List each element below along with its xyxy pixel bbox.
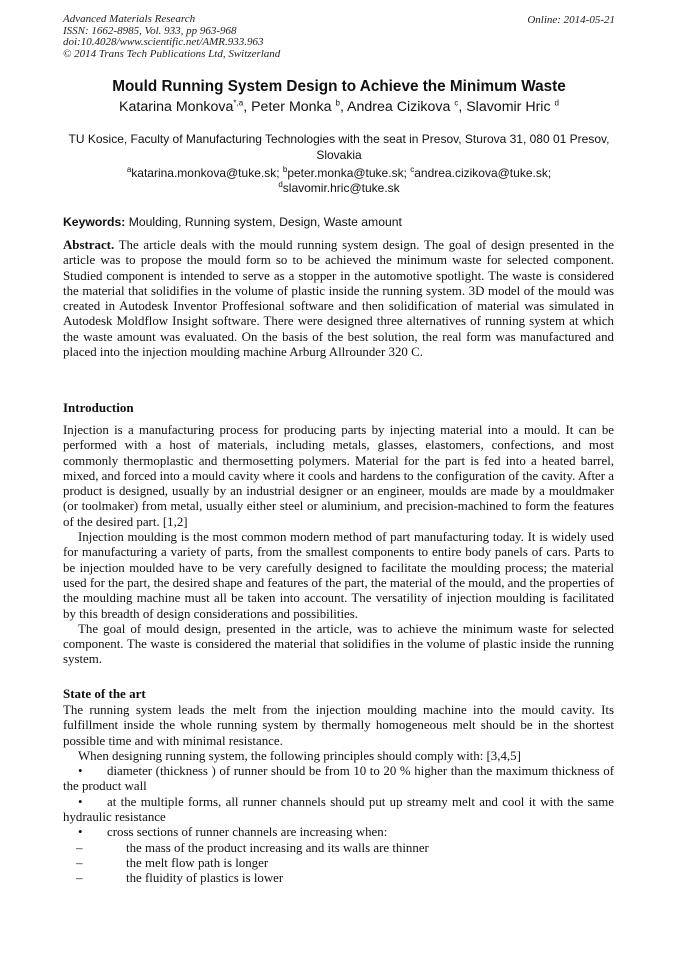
author-sup: d	[554, 98, 559, 108]
email-link[interactable]: andrea.cizikova@tuke.sk;	[414, 166, 552, 180]
author-name: Peter Monka	[251, 99, 332, 115]
author-list: Katarina Monkova$^{*,a}$, Peter Monka $^b$, Andrea Cizikova $^c$, Slavomir Hric $^d$	[119, 98, 559, 115]
dash-icon: –	[76, 871, 83, 886]
issn-line: ISSN: 1662-8985, Vol. 933, pp 963-968	[63, 24, 237, 37]
sub-item-text: the melt flow path is longer	[126, 855, 269, 870]
bullet-text: cross sections of runner channels are increasing when:	[107, 825, 388, 840]
section-heading-introduction: Introduction	[63, 400, 134, 415]
email-link[interactable]: slavomir.hric@tuke.sk	[282, 181, 400, 195]
bullet-icon: •	[78, 825, 83, 840]
author-sup: b	[335, 98, 340, 108]
author-name: Slavomir Hric	[466, 99, 551, 115]
sub-item-text: the fluidity of plastics is lower	[126, 871, 284, 886]
sub-item-text: the mass of the product increasing and its walls are thinner	[126, 840, 429, 855]
author-name: Katarina Monkova	[119, 99, 234, 115]
paragraph: Injection moulding is the most common modern method of part manufacturing today. It is widely used for manufacturing a variety of parts, from the smallest components to entire body panels of cars. Parts to be injection moulded have to be very carefully designed to facilitate the moulding process; the material used for the part, the desired shape and features of the part, the material of the mould, and the properties of the moulding machine must all be taken into account. The versatility of injection moulding is facilitated by this breadth of design considerations and possibilities.	[63, 530, 614, 621]
affiliation: TU Kosice, Faculty of Manufacturing Technologies with the seat in Presov, Sturova 31, 080 01 Presov, Slovakia	[68, 132, 610, 162]
bullet-icon: •	[78, 794, 83, 809]
sub-item	[63, 856, 614, 871]
bullet-icon: •	[78, 764, 83, 779]
dash-icon: –	[76, 840, 83, 855]
bullet-item	[63, 825, 614, 840]
paragraph: The running system leads the melt from the injection moulding machine into the mould cavity. Its fulfillment inside the whole running system by thermally homogeneous melt should be in the shortest possible time and with minimal resistance.	[63, 703, 614, 748]
abstract	[63, 238, 614, 360]
sub-item	[63, 871, 614, 886]
author-sup: c	[454, 98, 459, 108]
email-sup: d	[278, 180, 283, 189]
journal-header	[63, 14, 280, 60]
keywords	[63, 215, 402, 229]
email-list	[63, 166, 615, 196]
introduction-body	[63, 423, 614, 668]
keywords-text: Moulding, Running system, Design, Waste amount	[125, 215, 402, 229]
email-sup: a	[126, 165, 132, 174]
sub-item	[63, 841, 614, 856]
email-sup: c	[410, 165, 415, 174]
paper-title: Mould Running System Design to Achieve the Minimum Waste	[112, 78, 566, 95]
online-date: Online: 2014-05-21	[527, 14, 615, 26]
paragraph: The goal of mould design, presented in the article, was to achieve the minimum waste for selected component. The waste is considered the material that solidifies in the volume of plastic inside the running system.	[63, 621, 614, 667]
email-link[interactable]: peter.monka@tuke.sk;	[287, 166, 407, 180]
email-sup: b	[282, 165, 288, 174]
paragraph: When designing running system, the following principles should comply with: [3,4,5]	[78, 748, 521, 763]
author-name: Andrea Cizikova	[347, 99, 451, 115]
copyright-line: © 2014 Trans Tech Publications Ltd, Switzerland	[63, 47, 281, 60]
section-heading-state-of-art: State of the art	[63, 686, 146, 701]
bullet-text: at the multiple forms, all runner channels should put up streamy melt and cool it with the same hydraulic resistance	[63, 794, 614, 825]
dash-icon: –	[76, 855, 83, 870]
journal-name: Advanced Materials Research	[63, 13, 196, 25]
bullet-item	[63, 795, 614, 826]
paragraph: Injection is a manufacturing process for producing parts by injecting material into a mould. It can be performed with a host of materials, including metals, glasses, elastomers, confections, and most commonly thermoplastic and thermosetting polymers. Material for the part is fed into a heated barrel, mixed, and forced into a mould cavity where it cools and hardens to the configuration of the cavity. After a product is designed, usually by an industrial designer or an engineer, moulds are made by a mouldmaker (or toolmaker) from metal, usually either steel or aluminium, and precision-machined to form the features of the desired part. [1,2]	[63, 423, 614, 529]
abstract-text: The article deals with the mould running system design. The goal of design presented in the article was to propose the mould form so to be achieved the minimum waste for selected component. Studied component is intended to serve as a stopper in the automotive spotlight. The waste is considered the material that solidifies in the volume of plastic inside the running system. 3D model of the mould was created in Autodesk Inventor Proffesional software and then solidification of material was simulated in Autodesk Moldflow Insight software. There were designed three alternatives of running system at which the waste amount was evaluated. On the basis of the best solution, the real form was manufactured and placed into the injection moulding machine Arburg Allrounder 320 C.	[63, 238, 614, 360]
bullet-item	[63, 764, 614, 795]
abstract-label: Abstract.	[63, 238, 115, 252]
email-link[interactable]: katarina.monkova@tuke.sk;	[131, 166, 280, 180]
keywords-label: Keywords:	[63, 215, 126, 229]
doi-line: doi:10.4028/www.scientific.net/AMR.933.963	[63, 36, 264, 48]
author-sup: *,a	[233, 98, 244, 108]
bullet-text: diameter (thickness ) of runner should be from 10 to 20 % higher than the maximum thickness of the product wall	[63, 764, 614, 794]
state-of-art-body	[63, 703, 614, 887]
